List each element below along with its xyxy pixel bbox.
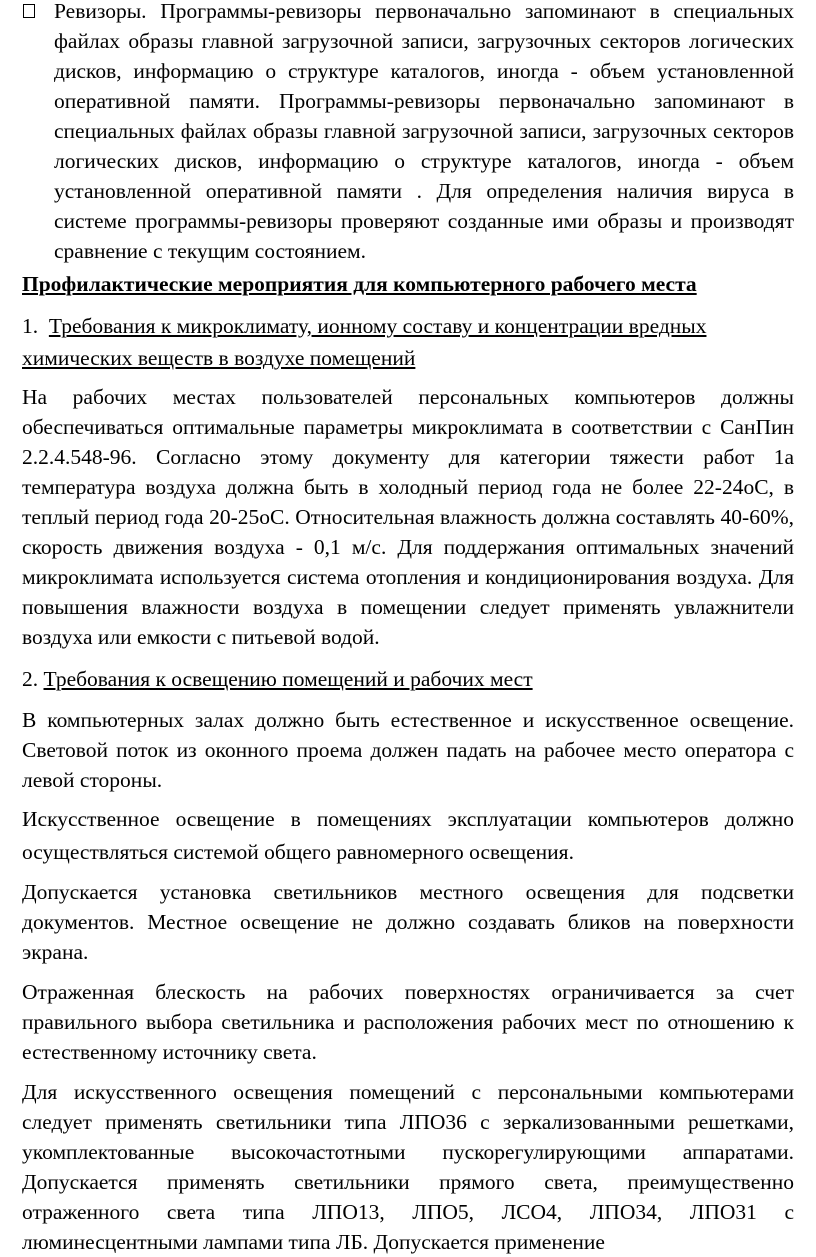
intro-bullet-text: Ревизоры. Программы-ревизоры первоначально запоминают в специальных файлах образы главной загрузочной записи, загрузочных секторов логических дисков, информацию о структуре каталогов, иногда - объем установленной оперативной памяти. Программы-ревизоры первоначально запоминают в специальных файлах образы главной загрузочной записи, загрузочных секторов логических дисков, информацию о структуре каталогов, иногда - объем установленной оперативной памяти . Для определения наличия вируса в системе программы-ревизоры проверяют созданные ими образы и производят сравнение с текущим состоянием.: [54, 0, 794, 263]
section2-paragraph-1: В компьютерных залах должно быть естественное и искусственное освещение. Световой поток из оконного проема должен падать на рабочее место оператора с левой стороны.: [22, 708, 794, 792]
section1-paragraph: На рабочих местах пользователей персональных компьютеров должны обеспечиваться оптимальные параметры микроклимата в соответствии с СанПин 2.2.4.548-96. Согласно этому документу для категории тяжести работ 1а температура воздуха должна быть в холодный период года не более 22-24оС, в теплый период года 20-25оС. Относительная влажность должна составлять 40-60%, скорость движения воздуха - 0,1 м/с. Для поддержания оптимальных значений микроклимата используется система отопления и кондиционирования воздуха. Для повышения влажности воздуха в помещении следует применять увлажнители воздуха или емкости с питьевой водой.: [22, 385, 794, 649]
intro-bullet-item: [22, 0, 794, 266]
section2-number: 2.: [22, 667, 39, 691]
section2-title: Требования к освещению помещений и рабочих мест: [43, 667, 533, 691]
section2-paragraph-4: Отраженная блескость на рабочих поверхностях ограничивается за счет правильного выбора светильника и расположения рабочих мест по отношению к естественному источнику света.: [22, 980, 794, 1064]
section2-paragraph-2: Искусственное освещение в помещениях эксплуатации компьютеров должно осуществляться системой общего равномерного освещения.: [22, 807, 794, 864]
document-page: [22, 0, 794, 1257]
section1-number: 1.: [22, 314, 39, 338]
main-heading: Профилактические мероприятия для компьютерного рабочего места: [22, 272, 697, 296]
section2-paragraph-3: Допускается установка светильников местного освещения для подсветки документов. Местное освещение не должно создавать бликов на поверхности экрана.: [22, 880, 794, 964]
section2-paragraph-5: Для искусственного освещения помещений с персональными компьютерами следует применять светильники типа ЛПО36 с зеркализованными решетками, укомплектованные высокочастотными пускорегулирующими аппаратами. Допускается применять светильники прямого света, преимущественно отраженного света типа ЛПО13, ЛПО5, ЛСО4, ЛПО34, ЛПО31 с люминесцентными лампами типа ЛБ. Допускается применение: [22, 1080, 794, 1254]
bullet-box-icon: [23, 4, 35, 18]
section2-heading: [22, 663, 794, 695]
section1-heading: [22, 310, 794, 374]
section1-title: Требования к микроклимату, ионному составу и концентрации вредных химических веществ в воздухе помещений: [22, 314, 707, 370]
